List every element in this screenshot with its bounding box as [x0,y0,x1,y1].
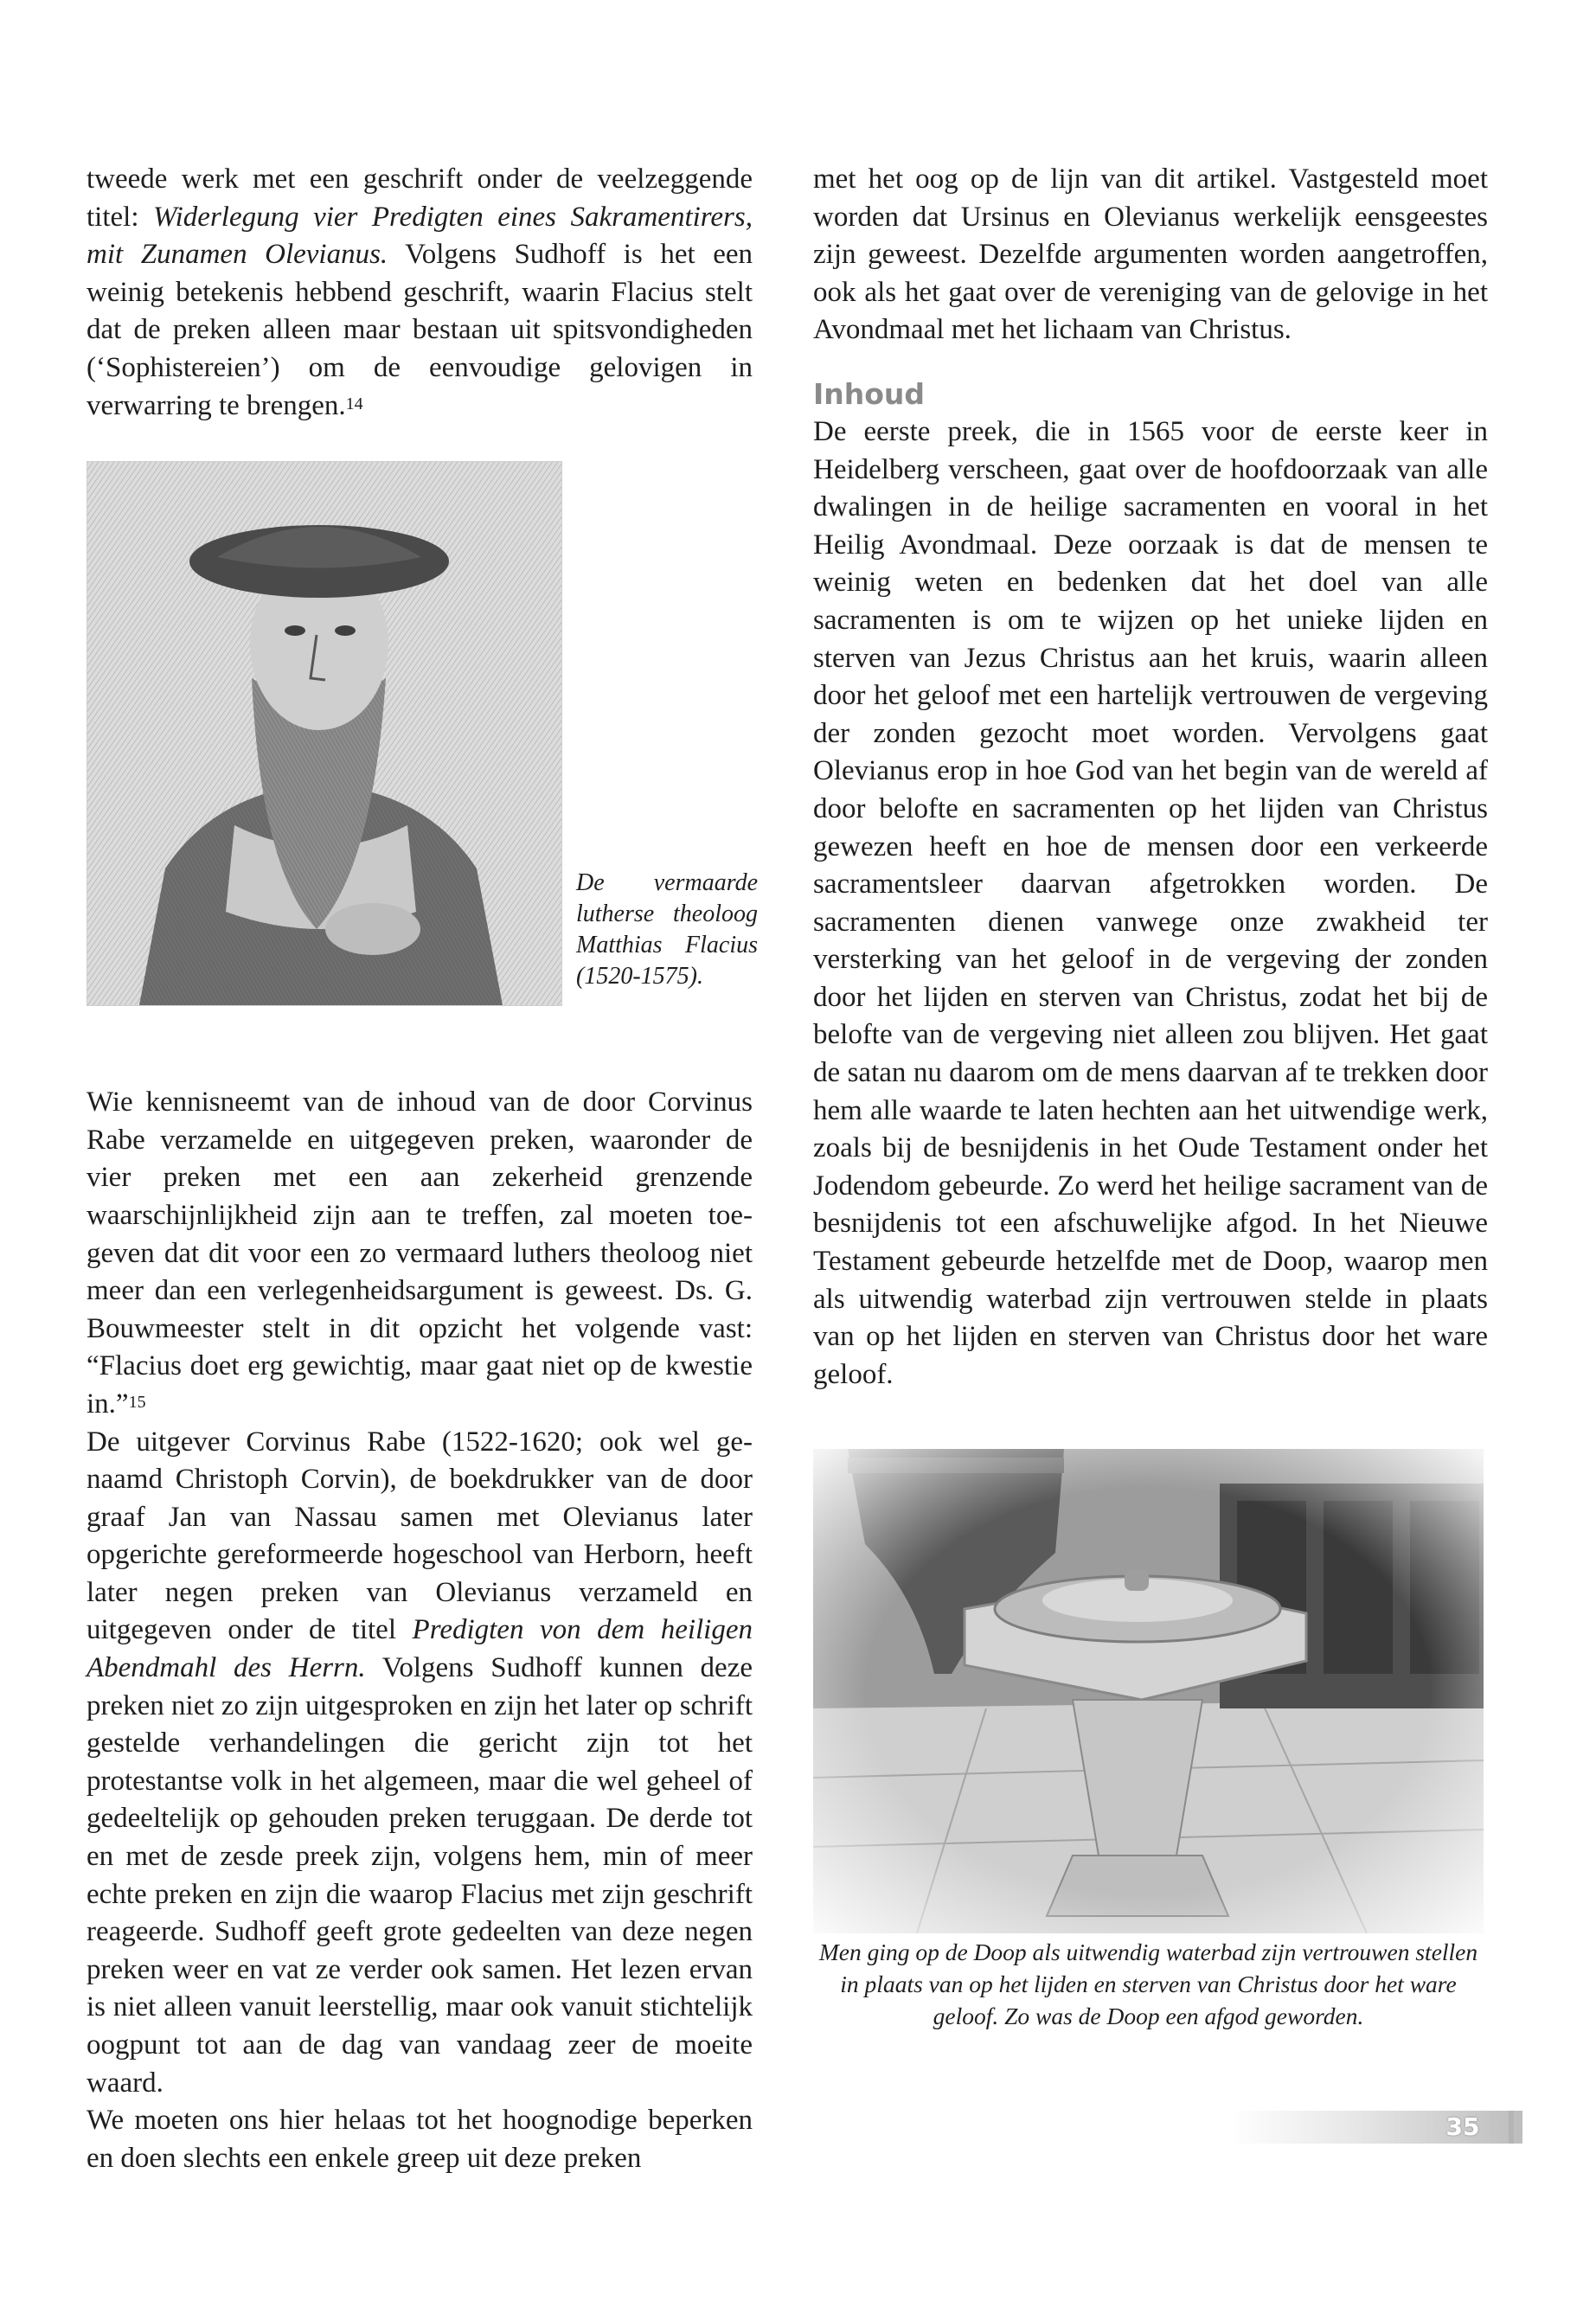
folio-tick [1509,2111,1514,2144]
portrait-caption: De vermaarde lutherse theoloog Matthias Flacius (1520-1575). [576,869,758,990]
photo-caption: Men ging op de Doop als uitwendig waterbad zijn vertrouwen stellen in plaats van op het lijden en sterven van Christus door het ware geloof. Zo was de Doop een afgod geworden. [818,1939,1478,2029]
flacius-portrait-image [87,461,562,1006]
section-heading: Inhoud [813,376,926,411]
left-column [87,161,758,2177]
portrait-figure [87,461,758,1058]
paragraph-left-1 [87,161,753,425]
paragraph-left-3 [87,1424,753,2103]
book-title: Widerlegung vier Predigten eines Sakramentirers, mit Zunamen Olevianus. [87,201,753,271]
paragraph-text: tweede werk met een geschrift onder de veelzeggende titel: [87,163,753,233]
baptismal-font-photo [813,1449,1484,1933]
paragraph-text: Volgens Sudhoff kunnen deze preken niet zo zijn uitgesproken en zijn het later op schrift gestelde verhandelingen die gericht zijn tot het protestantse volk in het algemeen, maar die wel geheel of gedeeltelijk op gehouden preken teruggaan. De derde tot en met de zesde preek zijn, volgens hem, min of meer echte preken en zijn die waarop Flacius met zijn geschrift reageerde. Sudhoff geeft grote gedeelten van deze negen preken weer en vat ze verder ook samen. Het lezen ervan is niet alleen vanuit leerstellig, maar ook vanuit stichtelijk oogpunt tot aan de dag van vandaag zeer de moeite waard. [87,1652,753,2099]
paragraph-right-2: De eerste preek, die in 1565 voor de eerste keer in Heidelberg verscheen, gaat over de hoofdoorzaak van alle dwalingen in de heilige sacramenten en vooral in het Heilig Avondmaal. Deze oorzaak is dat de mensen te weinig weten en bedenken dat het doel van alle sacramenten is om te wijzen op het unieke lijden en sterven van Jezus Christus aan het kruis, waarin alleen door het geloof met een hartelijk vertrouwen de vergeving der zonden gezocht moet worden. Vervolgens gaat Olevianus erop in hoe God van het begin van de wereld af door belofte en sacramenten op het lijden van Christus gewezen heeft en hoe de mensen door een verkeerde sacramentsleer daarvan afgetrokken worden. De sacramenten dienen vanwege onze zwakheid ter versterking van het geloof in de vergeving der zonden door het lijden en sterven van Christus, zodat het bij de belofte van de vergeving niet alleen zou blijven. Het gaat de satan nu daarom om de mens daarvan af te trekken door hem alle waarde te laten hechten aan het uitwendige werk, zoals bij de besnijdenis in het Oude Testament onder het Jodendom gebeurde. Zo werd het heilige sacrament van de besnijdenis tot een afschuwelijke afgod. In het Nieuwe Testament gebeurde hetzelfde met de Doop, waarop men als uitwendig waterbad zijn vertrouwen stelde in plaats van op het lijden en sterven van Christus door het ware geloof. [813,415,1488,1390]
footnote-ref: 15 [128,1392,146,1412]
page-number: 35 [1445,2112,1480,2141]
footnote-ref: 14 [345,394,363,413]
paragraph-left-4: We moeten ons hier helaas tot het hoognodige beperken en doen slechts een enkele greep uit deze preken [87,2105,753,2174]
paragraph-text: De uitgever Corvinus Rabe (1522-1620; ook wel genaamd Christoph Corvin), de boekdrukker van de door graaf Jan van Nassau samen met Olevianus later opgerichte gereformeerde hogeschool van Herborn, heeft later negen preken van Olevianus verzameld en uitgegeven onder de titel [87,1426,753,1646]
paragraph-right-1: met het oog op de lijn van dit artikel. Vastgesteld moet worden dat Ursinus en Olevianus werkelijk eensgeestes zijn geweest. Dezelfde argumenten worden aangetroffen, ook als het gaat over de vereniging van de gelovige in het Avondmaal met het lichaam van Christus. [813,163,1488,346]
paragraph-text: Volgens Sudhoff is het een weinig betekenis hebbend geschrift, waarin Flacius stelt dat de preken alleen maar bestaan uit spitsvondigheden (‘Sophistereien’) om de eenvoudige gelovigen in verwarring te brengen. [87,239,753,421]
paragraph-left-2 [87,1084,753,1423]
book-title: Predigten von dem heiligen Abendmahl des Herrn. [87,1614,753,1684]
paragraph-text: Wie kennisneemt van de inhoud van de door Corvinus Rabe verzamelde en uitgegeven preken, waaronder de vier preken met een aan zekerheid grenzende waarschijnlijkheid zijn aan te treffen, zal moeten toegeven dat dit voor een zo vermaard luthers theoloog niet meer dan een verlegenheidsargument is geweest. Ds. G. Bouwmeester stelt in dit opzicht het volgende vast: “Flacius doet erg gewichtig, maar gaat niet op de kwestie in.” [87,1086,753,1420]
right-column [813,161,1488,1394]
